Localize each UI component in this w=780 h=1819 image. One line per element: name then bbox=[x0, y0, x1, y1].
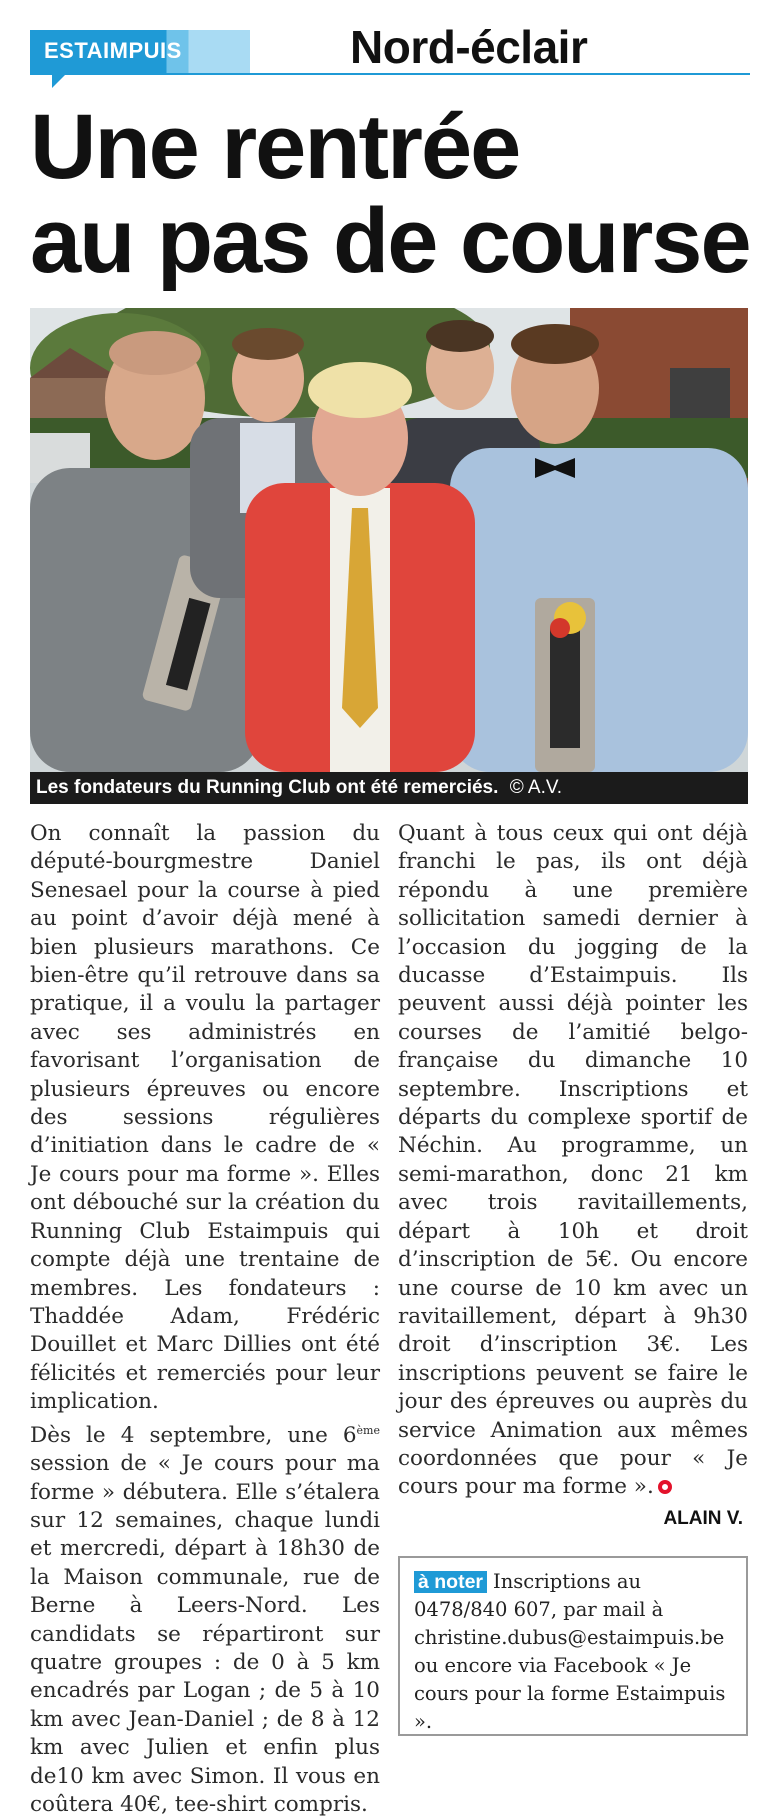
photo-illustration bbox=[30, 308, 748, 772]
article-photo bbox=[30, 308, 748, 772]
newspaper-name: Nord-éclair bbox=[350, 21, 588, 73]
end-mark-icon bbox=[658, 1480, 672, 1494]
article-paragraph-1: On connaît la passion du député-bourgmestre Daniel Senesael pour la course à pied au point d’avoir déjà mené à bien plusieurs marathons. Ce bien-être qu’il retrouve dans sa pratique, il a voulu la partager avec ses administrés en favorisant l’organisation de plusieurs épreuves ou encore des sessions régulières d’initiation dans le cadre de « Je cours pour ma forme ». Elles ont débouché sur la création du Running Club Estaimpuis qui compte déjà une trentaine de membres. Les fondateurs : Thaddée Adam, Frédéric Douillet et Marc Dillies ont été félicités et remerciés pour leur implication. bbox=[30, 821, 380, 1415]
photo-credit: © A.V. bbox=[509, 777, 563, 798]
ordinal-suffix: ème bbox=[356, 1423, 380, 1437]
article-paragraph-2-start: Dès le 4 septembre, une 6 bbox=[30, 1422, 357, 1448]
section-tag-tail bbox=[52, 74, 66, 88]
note-box bbox=[398, 1556, 748, 1736]
photo-caption-text: Les fondateurs du Running Club ont été remerciés. bbox=[36, 777, 499, 798]
article-paragraph-3 bbox=[398, 820, 748, 1502]
author-byline: ALAIN V. bbox=[663, 1508, 743, 1529]
article-paragraph-2 bbox=[30, 1417, 380, 1819]
headline-line-2: au pas de course bbox=[30, 190, 750, 292]
section-tag-label: ESTAIMPUIS bbox=[44, 38, 182, 63]
note-label: à noter bbox=[414, 1571, 487, 1593]
article-column-2 bbox=[398, 820, 748, 1502]
headline bbox=[30, 96, 750, 292]
headline-line-1: Une rentrée bbox=[30, 96, 520, 198]
section-tag bbox=[30, 30, 250, 74]
article-paragraph-2-rest: session de « Je cours pour ma forme » débutera. Elle s’étalera sur 12 semaines, chaque lundi et mercredi, départ à 18h30 de la Maison communale, rue de Berne à Leers-Nord. Les candidats se répartiront sur quatre groupes : de 0 à 5 km encadrés par Logan ; de 5 à 10 km avec Jean-Daniel ; de 8 à 12 km avec Julien et enfin plus de10 km avec Simon. Il vous en coûtera 40€, tee-shirt compris. bbox=[30, 1451, 380, 1817]
photo-caption bbox=[30, 772, 748, 804]
article-column-1 bbox=[30, 820, 380, 1819]
note-text: Inscriptions au 0478/840 607, par mail à christine.dubus@estaimpuis.be ou encore via Facebook « Je cours pour la forme Estaimpuis ». bbox=[414, 1570, 726, 1733]
article-paragraph-3-text: Quant à tous ceux qui ont déjà franchi le pas, ils ont déjà répondu à une première sollicitation samedi dernier à l’occasion du jogging de la ducasse d’Estaimpuis. Ils peuvent aussi déjà pointer les courses de l’amitié belgo-française du dimanche 10 septembre. Inscriptions et départs du complexe sportif de Néchin. Au programme, un semi-marathon, donc 21 km avec trois ravitaillements, départ à 10h et droit d’inscription de 5€. Ou encore une course de 10 km avec un ravitaillement, départ à 9h30 droit d’inscription 3€. Les inscriptions peuvent se faire le jour des épreuves ou auprès du service Animation aux mêmes coordonnées que pour « Je cours pour ma forme ». bbox=[398, 821, 748, 1500]
